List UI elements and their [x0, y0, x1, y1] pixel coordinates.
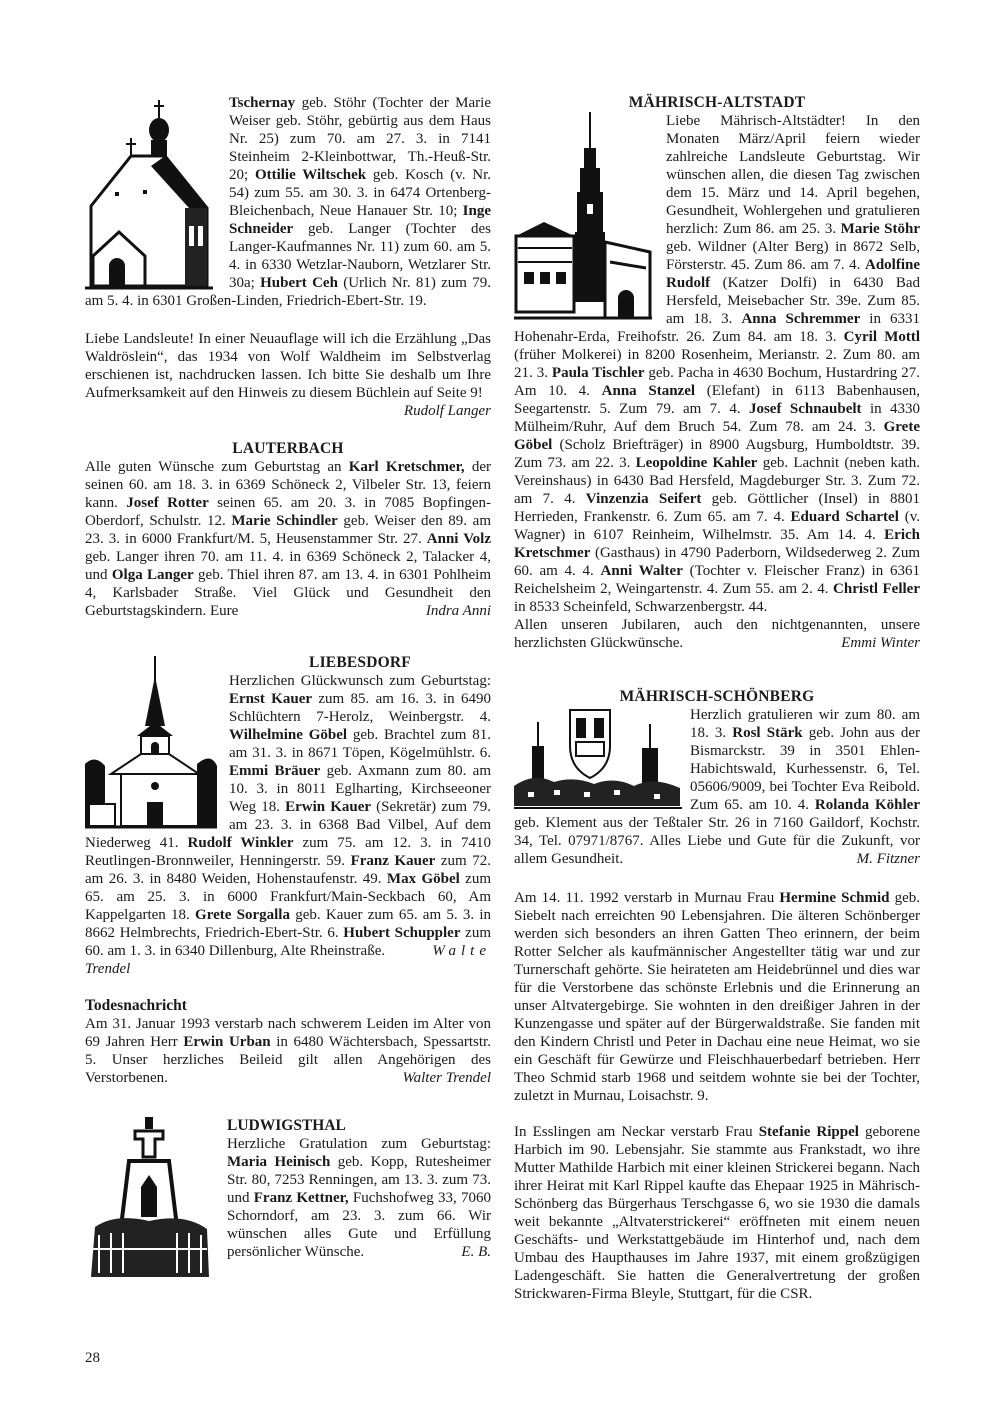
- text-run: in 6480 Wächtersbach, Spessartstr. 5. Unser herzliches Beileid gilt allen Angehörigen des Verstorbenen.: [85, 1034, 491, 1086]
- text-run: geb. Göttlicher (Insel) in 8801 Herrieden, Frankenstr. 6. Zum 65. am 7. 4.: [514, 491, 920, 525]
- person-name: Tschernay: [229, 95, 296, 111]
- person-name: Hubert Schuppler: [343, 925, 461, 941]
- text-run: geb. Stöhr (Tochter der Marie Weiser geb. Stöhr, gebürtig aus dem Haus Nr. 25) zum 70. am 27. 3. in 7141 Steinheim 2-Kleinbottwar, Th.-Heuß-Str. 20;: [229, 95, 491, 183]
- section-liebesdorf: [85, 654, 491, 978]
- text-run: (früher Molkerei) in 8200 Rosenheim, Merianstr. 2. Zum 80. am 21. 3.: [514, 347, 920, 381]
- person-name: Franz Kettner,: [253, 1190, 349, 1206]
- signature: E. B.: [461, 1244, 491, 1260]
- section-tschernay: [85, 94, 491, 310]
- text-run: In Esslingen am Neckar verstarb Frau: [514, 1124, 759, 1140]
- text-run: zum 75. am 12. 3. in 7410 Reutlingen-Bronnweiler, Henningerstr. 59.: [85, 835, 491, 869]
- right-column: [514, 94, 920, 1303]
- person-name: Rolanda Köhler: [814, 797, 921, 813]
- heading-ludwigsthal: LUDWIGSTHAL: [227, 1117, 346, 1134]
- lauterbach-text: [85, 459, 491, 619]
- text-run: geb. Langer (Tochter des Langer-Kaufmannes Nr. 11) zum 60. am 5. 4. in 6330 Wetzlar-Nauborn, Wetzlarer Str. 30a;: [229, 221, 491, 291]
- text-run: (Tochter v. Fleischer Franz) in 6361 Reichelsheim 2, Weingartenstr. 4. Zum 55. am 2. 4.: [514, 563, 920, 597]
- church-with-onion-tower-icon: [85, 96, 217, 292]
- text-run: geb. Pacha in 4630 Bochum, Hustardring 27. Am 10. 4.: [514, 365, 921, 399]
- person-name: Maria Heinisch: [227, 1154, 331, 1170]
- person-name: Paula Tischler: [551, 365, 645, 381]
- person-name: Rosl Stärk: [732, 725, 803, 741]
- text-run: zum 72. am 26. 3. in 8480 Weiden, Hohenstaufenstr. 49.: [85, 853, 491, 887]
- text-run: geb. John aus der Bismarckstr. 39 in 3501 Ehlen-Habichtswald, Kurhessenstr. 6, Tel. 05606/9009, bei Tochter Eva Reibold. Zum 65. am 10. 4.: [690, 725, 920, 813]
- person-name: Erwin Kauer: [285, 799, 372, 815]
- text-run: zum 65. am 25. 3. in 6000 Frankfurt/Main-Seckbach 60, Am Kappelgarten 18.: [85, 871, 492, 923]
- text-run: Alle guten Wünsche zum Geburtstag an: [85, 459, 349, 475]
- text-run: Liebe Mährisch-Altstädter! In den Monaten März/April feiern wieder zahlreiche Landsleute Geburtstag. Wir wünschen allen, die diesen Tag zwischen dem 15. März und 14. April begehen, Gesundheit, Wohlergehen und gratulieren herzlich: Zum 86. am 25. 3.: [666, 113, 920, 237]
- obituary-urban: [85, 1015, 491, 1087]
- heading-maehrisch-schoenberg: MÄHRISCH-SCHÖNBERG: [619, 688, 815, 705]
- obituary-stefanie-rippel: [514, 1123, 920, 1303]
- signature-part1: Walte: [432, 943, 491, 959]
- person-name: Christl Feller: [833, 581, 920, 597]
- text-run: geb. Wildner (Alter Berg) in 8672 Selb, Försterstr. 45. Zum 86. am 7. 4.: [666, 239, 920, 273]
- obituary-hermine-schmid: [514, 889, 920, 1105]
- text-run: geborene Harbich im 90. Lebensjahr. Sie stammte aus Frankstadt, wo ihre Mutter Mathilde Harbich mit einer kleinen Strickerei begann. Nach ihrer Heirat mit Karl Rippel kaufte das Ehepaar 1925 in Mährisch-Schönberg das Bürgerhaus Terschgasse 6, wo sie 1930 die damals weit bekannte „Altvaterstrickerei“ eröffneten mit einem neuen Geschäfts- und Werkstattgebäude im Hinterhof und, nach dem Umbau des Haupthauses im Jahre 1937, mit einem großzügigen Ladengeschäft. Sie hatten die Generalvertretung der großen Strickwaren-Firma Bleyle, Stuttgart, für die CSR.: [514, 1124, 920, 1302]
- text-run: (Scholz Briefträger) in 8900 Augsburg, Humboldtstr. 39. Zum 73. am 22. 3.: [514, 437, 920, 471]
- heading-lauterbach: LAUTERBACH: [232, 440, 344, 457]
- person-name: Franz Kauer: [350, 853, 436, 869]
- chapel-with-spire-icon: [85, 654, 217, 830]
- person-name: Eduard Schartel: [790, 509, 899, 525]
- text-run: der seinen 60. am 18. 3. in 6369 Schöneck 2, Vilbeler Str. 13, feiern kann.: [85, 459, 491, 511]
- text-run: Am 14. 11. 1992 verstarb in Murnau Frau: [514, 890, 780, 906]
- person-name: Adolfine Rudolf: [666, 257, 920, 291]
- text-run: geb. Axmann zum 80. am 10. 3. in 8011 Eglharting, Kirchseeoner Weg 18.: [229, 763, 491, 815]
- text-run: in 4330 Mülheim/Ruhr, Auf dem Bruch 54. Zum 78. am 24. 3.: [514, 401, 920, 435]
- text-run: Fuchshofweg 33, 7060 Schorndorf, am 23. 3. zum 66. Wir wünschen alles Gute und Erfüllung persönlicher Wünsche.: [227, 1190, 491, 1260]
- person-name: Grete Sorgalla: [195, 907, 290, 923]
- town-hall-tower-icon: [514, 112, 652, 324]
- signature: Indra Anni: [425, 603, 491, 619]
- page-number: 28: [85, 1350, 100, 1366]
- person-name: Marie Stöhr: [840, 221, 920, 237]
- text-run: geb. Langer ihren 70. am 11. 4. in 6369 Schöneck 2, Talacker 4, und: [85, 549, 491, 583]
- text-run: zum 60. am 1. 3. in 6340 Dillenburg, Alte Rheinstraße.: [85, 925, 491, 959]
- closing-text: Allen unseren Jubilaren, auch den nichtgenannten, unsere herzlichsten Glückwünsche.: [514, 617, 920, 651]
- person-name: Wilhelmine Göbel: [229, 727, 348, 743]
- person-name: Max Göbel: [386, 871, 460, 887]
- signature: M. Fitzner: [856, 851, 920, 867]
- person-name: Ottilie Wiltschek: [254, 167, 367, 183]
- heading-todesnachricht: Todesnachricht: [85, 997, 187, 1014]
- person-name: Olga Langer: [111, 567, 194, 583]
- person-name: Rudolf Winkler: [187, 835, 294, 851]
- town-skyline-with-coat-of-arms-icon: [514, 706, 682, 812]
- text-run: Am 31. Januar 1993 verstarb nach schwerem Leiden im Alter von 69 Jahren Herr: [85, 1016, 491, 1050]
- text-run: Liebe Landsleute! In einer Neuauflage will ich die Erzählung „Das Waldröslein“, das 1934 von Wolf Waldheim im Selbstverlag erschienen ist, nachdrucken lassen. Ich bitte Sie deshalb um Ihre Aufmerksamkeit auf den Hinweis zu diesem Büchlein auf Seite 9!: [85, 331, 491, 401]
- left-column: [85, 94, 491, 1285]
- text-run: geb. Brachtel zum 81. am 31. 3. in 8671 Töpen, Kögelmühlstr. 6.: [229, 727, 491, 761]
- person-name: Hubert Ceh: [260, 275, 338, 291]
- signature: Walter Trendel: [402, 1070, 491, 1086]
- person-name: Ernst Kauer: [229, 691, 313, 707]
- ludwigsthal-text: [227, 1136, 491, 1260]
- text-run: geb. Klement aus der Teßtaler Str. 26 in 7160 Gaildorf, Kochstr. 34, Tel. 07971/8767. Alles Liebe und Gute für die Zukunft, vor allem Gesundheit.: [514, 815, 920, 867]
- signature: Emmi Winter: [841, 635, 920, 651]
- text-run: geb. Kosch (v. Nr. 54) zum 55. am 30. 3. in 6474 Ortenberg-Bleichenbach, Neue Hanauer Str. 10;: [229, 167, 491, 219]
- section-ludwigsthal: [85, 1117, 491, 1261]
- person-name: Anni Walter: [600, 563, 683, 579]
- person-name: Emmi Bräuer: [229, 763, 321, 779]
- person-name: Erich Kretschmer: [514, 527, 920, 561]
- person-name: Inge Schneider: [229, 203, 491, 237]
- text-run: (Elefant) in 6113 Babenhausen, Seegartenstr. 5. Zum 79. am 7. 4.: [514, 383, 920, 417]
- wayside-cross-icon: [85, 1117, 215, 1285]
- notice-text: [85, 331, 491, 401]
- notice-waldroeslein: [85, 330, 491, 419]
- text-run: Herzlichen Glückwunsch zum Geburtstag:: [229, 673, 491, 689]
- signature-part2: Trendel: [85, 961, 131, 977]
- text-run: (Sekretär) zum 79. am 23. 3. in 6368 Bad Vilbel, Auf dem Niederweg 41.: [85, 799, 491, 851]
- text-run: geb. Weiser den 89. am 23. 3. in 6000 Frankfurt/M. 5, Heusenstammer Str. 27.: [85, 513, 491, 547]
- person-name: Stefanie Rippel: [758, 1124, 859, 1140]
- text-run: geb. Thiel ihren 87. am 13. 4. in 6301 Pohlheim 4, Karlsbader Straße. Viel Glück und Gesundheit den Geburtstagskindern. Eure: [85, 567, 492, 619]
- signature: Rudolf Langer: [403, 403, 491, 419]
- person-name: Anni Volz: [426, 531, 491, 547]
- person-name: Cyril Mottl: [843, 329, 921, 345]
- text-run: Herzliche Gratulation zum Geburtstag:: [227, 1136, 491, 1152]
- text-run: Herzlich gratulieren wir zum 80. am 18. 3.: [690, 707, 920, 741]
- text-run: (Urlich Nr. 81) zum 79. am 5. 4. in 6301 Großen-Linden, Friedrich-Ebert-Str. 19.: [85, 275, 492, 309]
- birthday-list-lauterbach: [85, 458, 491, 620]
- person-name: Anna Schremmer: [741, 311, 861, 327]
- text-run: in 8533 Scheinfeld, Schwarzenbergstr. 44.: [514, 599, 768, 615]
- text-run: (Gasthaus) in 4790 Paderborn, Wildsederweg 2. Zum 60. am 4. 4.: [514, 545, 920, 579]
- closing-wishes: [514, 616, 920, 652]
- text-run: geb. Kauer zum 65. am 5. 3. in 8662 Helmbrechts, Friedrich-Ebert-Str. 6.: [85, 907, 492, 941]
- person-name: Karl Kretschmer,: [348, 459, 465, 475]
- person-name: Marie Schindler: [231, 513, 338, 529]
- heading-liebesdorf: LIEBESDORF: [309, 654, 411, 671]
- person-name: Josef Schnaubelt: [748, 401, 862, 417]
- text-run: in 6331 Hohenahr-Erda, Freihofstr. 26. Zum 84. am 18. 3.: [514, 311, 920, 345]
- person-name: Vinzenzia Seifert: [585, 491, 702, 507]
- text-run: geb. Kopp, Rutesheimer Str. 80, 7253 Renningen, am 13. 3. zum 73. und: [227, 1154, 491, 1206]
- text-run: (v. Wagner) in 6107 Reinheim, Wilhelmstr. 35. Am 14. 4.: [514, 509, 920, 543]
- person-name: Hermine Schmid: [779, 890, 890, 906]
- text-run: geb. Lachnit (neben kath. Vereinshaus) in 6430 Bad Hersfeld, Magdeburger Str. 3. Zum 72. am 7. 4.: [514, 455, 920, 507]
- text-run: geb. Siebelt nach erreichten 90 Lebensjahren. Die älteren Schönberger werden sich besonders an ihren Gatten Theo erinnern, der beim Rotter Selcher als kaufmännischer Angestellter tätig war und zur Turnerschaft gehörte. Sie heirateten am Heidebrünnel und dies war für die Verstorbene das schönste Erlebnis und die Erinnerung an unser Altvatergebirge. Sie wohnten in den dreißiger Jahren in der Kunzengasse und später auf der Bürgerwaldstraße. Sie fanden mit den Kindern Christl und Peter in Dachau eine neue Heimat, wo sie ein Geschäft für Gewürze und Fleischhauerbedarf betrieben. Herr Theo Schmid starb 1968 und seitdem wohnte sie bei der Tochter, zuletzt in Murnau, Loisachstr. 9.: [514, 890, 920, 1104]
- text-run: seinen 65. am 20. 3. in 7085 Bopfingen-Oberdorf, Schulstr. 12.: [85, 495, 491, 529]
- person-name: Josef Rotter: [126, 495, 209, 511]
- person-name: Grete Göbel: [514, 419, 920, 453]
- person-name: Erwin Urban: [183, 1034, 271, 1050]
- text-run: (Katzer Dolfi) in 6430 Bad Hersfeld, Meisebacher Str. 39e. Zum 85. am 18. 3.: [666, 275, 920, 327]
- text-run: zum 85. am 16. 3. in 6490 Schlüchtern 7-Herolz, Weinbergstr. 4.: [229, 691, 491, 725]
- person-name: Leopoldine Kahler: [635, 455, 758, 471]
- heading-maehrisch-altstadt: MÄHRISCH-ALTSTADT: [628, 94, 806, 111]
- person-name: Anna Stanzel: [601, 383, 696, 399]
